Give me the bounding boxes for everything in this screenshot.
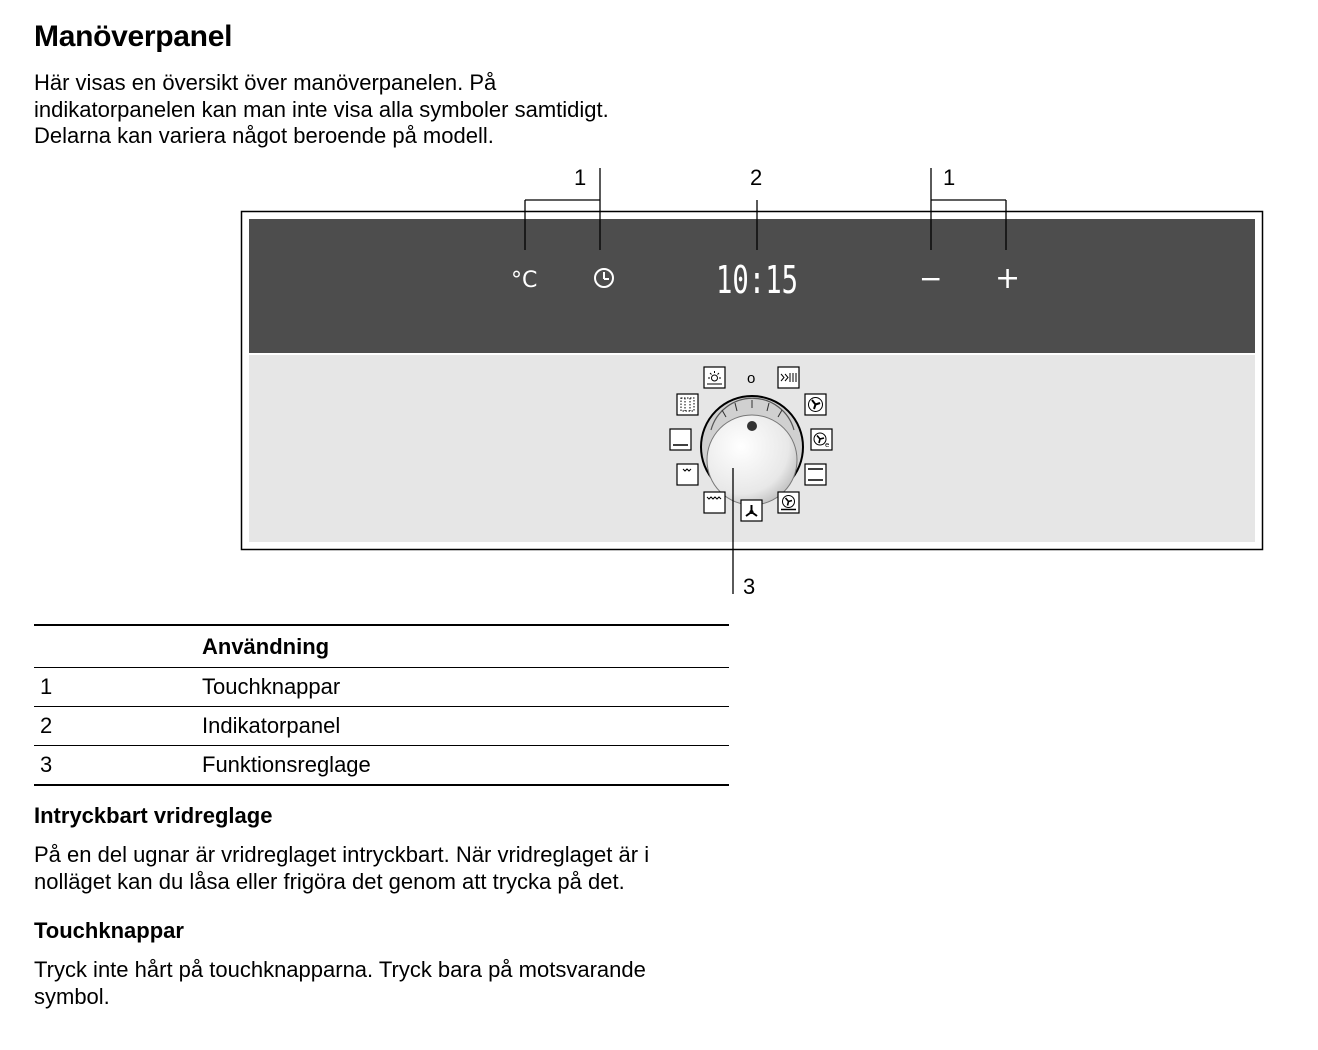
full-grill-icon <box>704 492 725 513</box>
knob-indicator-dot <box>747 421 757 431</box>
dial-zero-position: o <box>747 370 756 387</box>
rapid-heat-icon <box>778 367 799 388</box>
legend-header-cell <box>34 625 202 668</box>
pizza-setting-icon <box>778 492 799 513</box>
callout-number-1-left: 1 <box>574 165 587 190</box>
section-paragraph-touch-keys <box>34 956 754 1010</box>
section-paragraph-push-knob <box>34 841 754 895</box>
legend-header-cell: Användning <box>202 625 729 668</box>
table-row <box>34 746 729 786</box>
temperature-touch-key[interactable]: °C <box>511 268 538 293</box>
paragraph-line: På en del ugnar är vridreglaget intryckbart. När vridreglaget är i <box>34 842 650 867</box>
svg-text:e: e <box>825 441 830 449</box>
table-row <box>34 668 729 707</box>
legend-number-cell: 3 <box>34 746 202 786</box>
intro-line: indikatorpanelen kan man inte visa alla symboler samtidigt. <box>34 96 609 122</box>
callout-number-2: 2 <box>750 165 763 190</box>
legend-header-row <box>34 625 729 668</box>
callout-number-1-right: 1 <box>943 165 956 190</box>
legend-usage-cell: Funktionsreglage <box>202 746 729 786</box>
grid-grill-icon <box>677 394 698 415</box>
legend-usage-cell: Indikatorpanel <box>202 707 729 746</box>
plus-touch-key[interactable]: + <box>995 261 1021 296</box>
hot-air-icon <box>805 394 826 415</box>
section-heading-touch-keys: Touchknappar <box>34 918 184 943</box>
intro-line: Delarna kan variera något beroende på modell. <box>34 123 494 148</box>
legend-usage-cell: Touchknappar <box>202 668 729 707</box>
hot-air-eco-icon <box>811 429 832 450</box>
paragraph-line: nolläget kan du låsa eller frigöra det genom att trycka på det. <box>34 869 625 894</box>
intro-line: Här visas en översikt över manöverpanelen. På <box>34 70 497 95</box>
legend-table <box>34 624 729 786</box>
legend-number-cell: 2 <box>34 707 202 746</box>
paragraph-line: symbol. <box>34 984 110 1009</box>
minus-touch-key[interactable]: − <box>919 262 943 295</box>
top-bottom-heat-icon <box>805 464 826 485</box>
top-heat-icon <box>670 429 691 450</box>
time-display: 10:15 <box>716 258 798 302</box>
oven-light-icon <box>704 367 725 388</box>
defrost-icon <box>741 500 762 521</box>
page-title: Manöverpanel <box>34 20 233 53</box>
table-row <box>34 707 729 746</box>
legend-number-cell: 1 <box>34 668 202 707</box>
callout-number-3: 3 <box>743 574 756 599</box>
half-grill-icon <box>677 464 698 485</box>
paragraph-line: Tryck inte hårt på touchknapparna. Tryck bara på motsvarande <box>34 957 646 982</box>
section-heading-push-knob: Intryckbart vridreglage <box>34 803 273 828</box>
